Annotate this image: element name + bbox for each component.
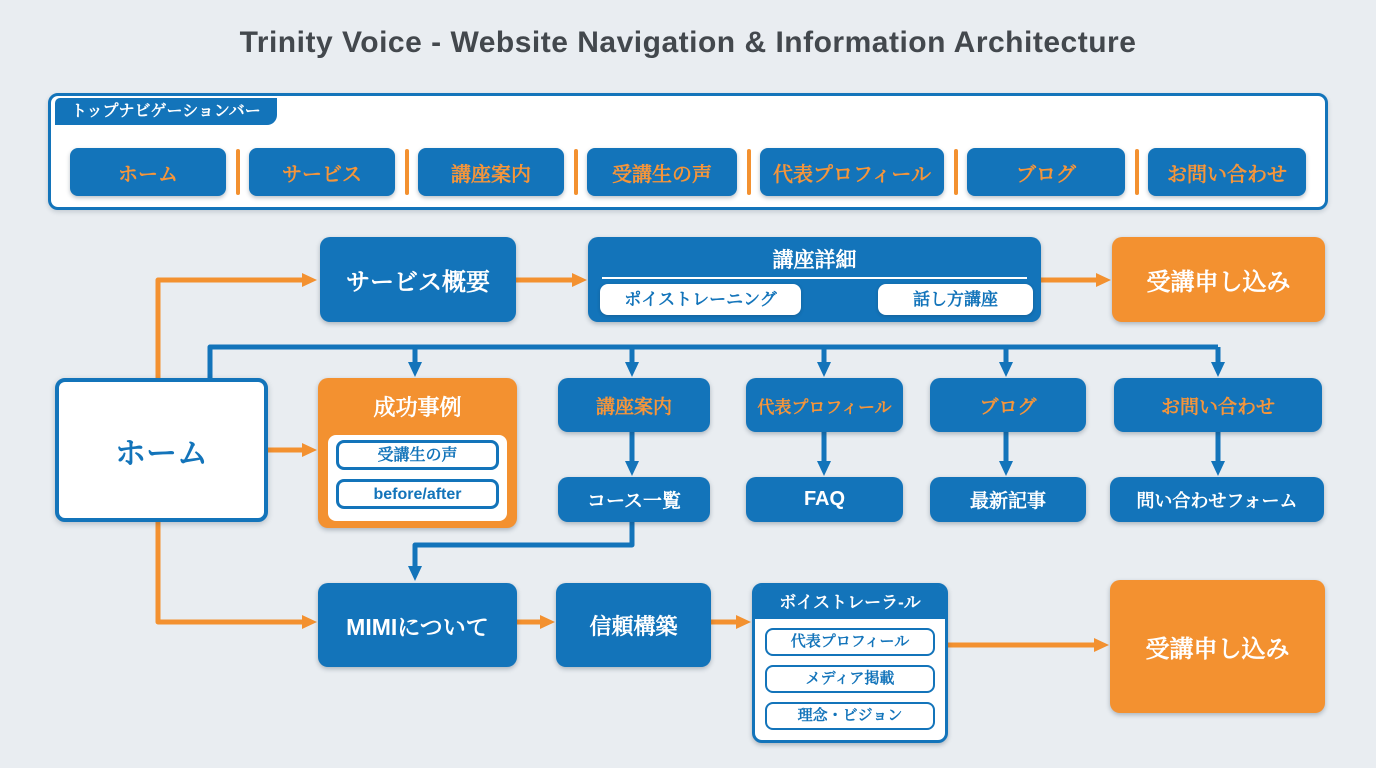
course-detail-title: 講座詳細: [772, 249, 857, 272]
node-apply-top: 受講申し込み: [1112, 237, 1325, 322]
node-student-voices: 受講生の声: [336, 440, 499, 470]
node-voice-training: ポイストレーニング: [600, 284, 801, 315]
nav-item-testimonials: 受講生の声: [587, 148, 737, 196]
node-speaking-course: 話し方講座: [878, 284, 1033, 315]
page-title: Trinity Voice - Website Navigation & Information Architecture: [239, 26, 1137, 59]
nav-item-profile: 代表プロフィール: [760, 148, 944, 196]
node-latest-articles: 最新記事: [930, 477, 1086, 522]
nav-divider: [405, 149, 409, 195]
node-voice-trainer: [752, 583, 948, 743]
nav-item-blog: ブログ: [967, 148, 1125, 196]
nav-item-service: サービス: [249, 148, 395, 196]
success-cases-panel: [328, 435, 507, 521]
top-navigation-bar: [48, 93, 1328, 210]
node-trainer-profile: 代表プロフィール: [765, 628, 935, 656]
node-home: ホーム: [55, 378, 268, 522]
node-trust-building: 信頼構築: [556, 583, 711, 667]
node-success-cases: [318, 378, 517, 528]
course-detail-divider: [602, 277, 1027, 279]
nav-divider: [1135, 149, 1139, 195]
voice-trainer-title: ボイストレーラ-ル: [755, 586, 945, 619]
top-nav-items-row: [70, 148, 1306, 196]
node-media-coverage: メディア掲載: [765, 665, 935, 693]
nav-item-courses: 講座案内: [418, 148, 564, 196]
node-profile: 代表プロフィール: [746, 378, 903, 432]
nav-divider: [236, 149, 240, 195]
node-service-overview: サービス概要: [320, 237, 516, 322]
nav-divider: [954, 149, 958, 195]
node-contact-form: 問い合わせフォーム: [1110, 477, 1324, 522]
node-course-list: コース一覧: [558, 477, 710, 522]
node-blog: ブログ: [930, 378, 1086, 432]
nav-divider: [574, 149, 578, 195]
node-contact: お問い合わせ: [1114, 378, 1322, 432]
node-course-detail: [588, 237, 1041, 322]
node-faq: FAQ: [746, 477, 903, 522]
node-about-mimi: MIMIについて: [318, 583, 517, 667]
nav-item-contact: お問い合わせ: [1148, 148, 1306, 196]
nav-divider: [747, 149, 751, 195]
node-before-after: before/after: [336, 479, 499, 509]
top-nav-label: トップナビゲーションバー: [55, 98, 277, 125]
node-apply-bottom: 受講申し込み: [1110, 580, 1325, 713]
node-courses: 講座案内: [558, 378, 710, 432]
success-cases-title: 成功事例: [373, 395, 462, 420]
node-philosophy-vision: 理念・ビジョン: [765, 702, 935, 730]
nav-item-home: ホーム: [70, 148, 226, 196]
